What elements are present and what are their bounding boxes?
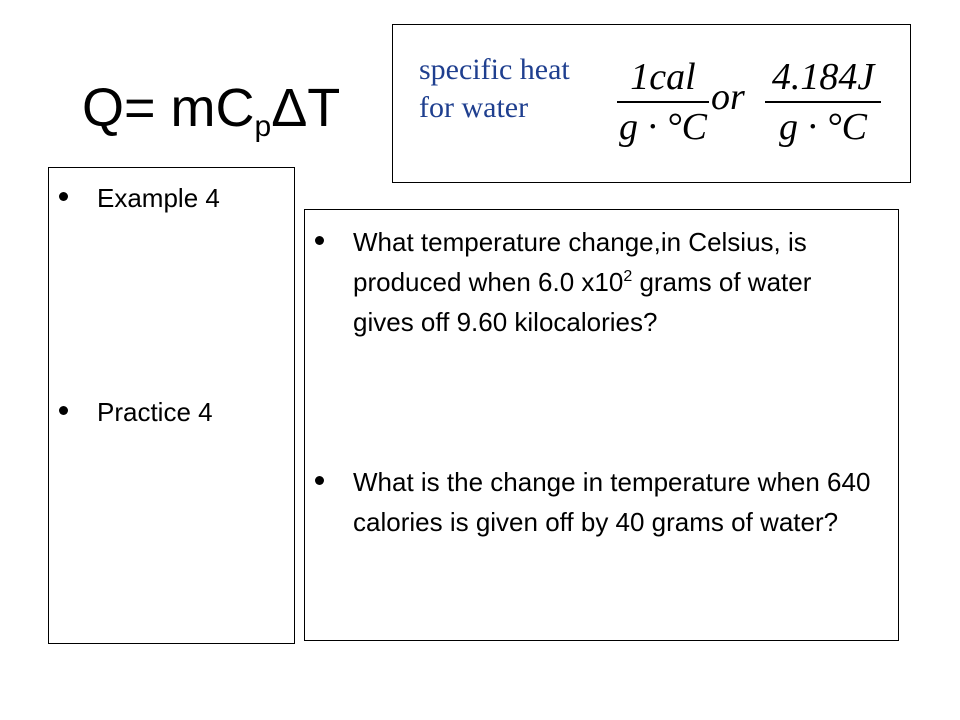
bullet-dot bbox=[315, 476, 324, 485]
specific-heat-label-line2: for water bbox=[419, 91, 529, 124]
fraction-joule-denominator: g · °C bbox=[778, 106, 868, 148]
list-item-label: Practice 4 bbox=[97, 397, 213, 427]
fraction-joule-bar bbox=[765, 101, 881, 103]
list-item-label: Example 4 bbox=[97, 183, 220, 213]
fraction-cal-numerator: 1cal bbox=[630, 56, 696, 98]
fraction-joule-numerator: 4.184J bbox=[771, 56, 875, 98]
question-item-1 bbox=[315, 222, 875, 342]
list-item-example bbox=[59, 178, 220, 218]
question-1-text-after: grams of water gives off 9.60 kilocalories? bbox=[353, 267, 812, 337]
bullet-dot bbox=[59, 406, 68, 415]
question-1-text-before: What temperature change,in Celsius, is produced when 6.0 x10 bbox=[353, 227, 807, 297]
right-content-box bbox=[304, 209, 899, 641]
specific-heat-label bbox=[419, 51, 570, 127]
question-text-2: What is the change in temperature when 640 calories is given off by 40 grams of water? bbox=[353, 467, 871, 537]
list-item-practice bbox=[59, 392, 213, 432]
specific-heat-box bbox=[392, 24, 911, 183]
left-content-box bbox=[48, 167, 295, 644]
bullet-dot bbox=[315, 236, 324, 245]
title-subscript: p bbox=[254, 110, 272, 143]
question-1-exponent: 2 bbox=[623, 268, 633, 285]
fraction-joule bbox=[765, 55, 881, 149]
fraction-cal bbox=[617, 55, 709, 149]
specific-heat-label-line1: specific heat bbox=[419, 53, 570, 86]
title-prefix: Q= mC bbox=[82, 78, 255, 138]
title-suffix: ΔT bbox=[271, 78, 341, 138]
slide-title bbox=[82, 78, 341, 143]
fraction-cal-bar bbox=[617, 101, 709, 103]
fraction-cal-denominator: g · °C bbox=[618, 106, 708, 148]
question-item-2 bbox=[315, 462, 875, 542]
bullet-dot bbox=[59, 192, 68, 201]
formula-or: or bbox=[711, 76, 745, 118]
question-text-1 bbox=[315, 222, 875, 342]
